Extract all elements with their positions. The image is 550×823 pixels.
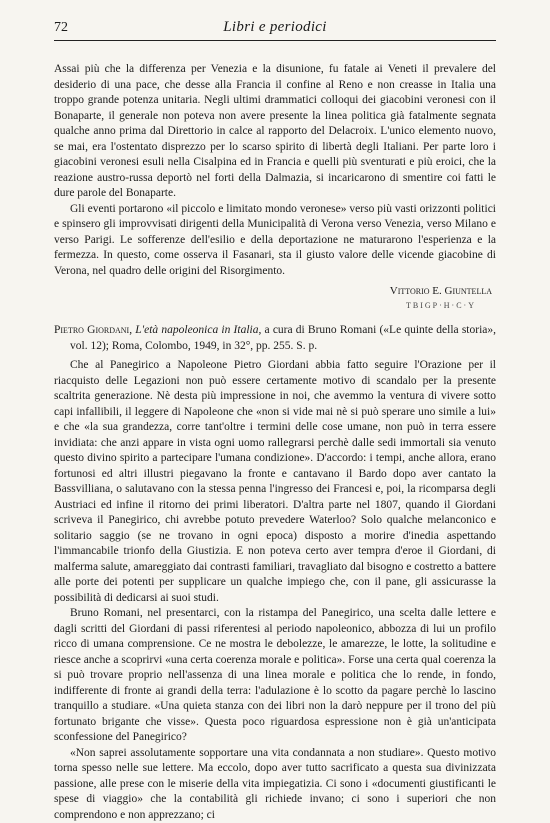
paragraph: Bruno Romani, nel presentarci, con la ristampa del Panegirico, una scelta dalle lettere e dagli scritti del Giordani di passi riferentesi al periodo napoleonico, abbozza di lui un profilo ricco di umana comprensione. Ce ne mostra le debolezze, le amarezze, le lotte, la solitudine e riesce anche a scoprirvi «una certa coerenza morale e politica». Forse una certa qual coerenza la si può trovare proprio nell'assenza di una linea morale e politica che lo rende, in fondo, indifferente di fronte ai grandi della terra: l'adulazione è lo scotto da pagare perchè lo lascino tranquillo a studiare. «Una quieta stanza con dei libri non la darò neppure per il trono del più fortunato brigante che visse». Questa poco riguardosa espressione non è già un'anticipata sconfessione del Panegirico?	[54, 606, 496, 746]
paragraph: Gli eventi portarono «il piccolo e limitato mondo veronese» verso più vasti orizzonti politici e spinsero gli improvvisati dirigenti della Municipalità di Verona verso Venezia, verso Milano e verso Parigi. Le sofferenze dell'esilio e della deportazione ne maturarono l'esperienza e la fermezza. In questo, come osserva il Fasanari, sta il giusto valore delle vicende giacobine di Verona, nel quadro delle origini del Risorgimento.	[54, 202, 496, 280]
author-signature: Vittorio E. Giuntella	[54, 284, 492, 300]
biblio-author: Pietro Giordani	[54, 324, 129, 336]
biblio-details: , a cura di Bruno Romani («Le quinte della storia», vol. 12); Roma, Colombo, 1949, in 32°, pp. 255. S. p.	[70, 324, 496, 352]
bibliographic-entry: Pietro Giordani, L'età napoleonica in Italia, a cura di Bruno Romani («Le quinte della storia», vol. 12); Roma, Colombo, 1949, in 32°, pp. 255. S. p.	[54, 323, 496, 354]
paragraph: «Non saprei assolutamente sopportare una vita condannata a non studiare». Questo motivo torna spesso nelle sue lettere. Ma eccolo, dopo aver tutto sacrificato a questa sua divinizzata passione, alle prese con le miserie della vita impiegatizia. Ci sono i «documenti giustificanti le spese di viaggio» che la contabilità gli richiede invano; ci sono i superiori che non comprendono e non apprezzano; ci	[54, 746, 496, 823]
journal-title: Libri e periodici	[54, 19, 496, 36]
paragraph: Assai più che la differenza per Venezia e la disunione, fu fatale ai Veneti il prevalere del desiderio di una pace, che desse alla Francia il confine al Reno e non creasse in Italia una troppo grande potenza unitaria. Negli ultimi drammatici colloqui dei giacobini veronesi con il Bonaparte, il generale non poteva non avere presente la linea politica già fatalmente segnata qualche anno prima dal Direttorio in calce al rapporto del Delacroix. L'unico elemento nuovo, se mai, era l'ostentato disprezzo per lo scarso spirito di libertà degli Italiani. Per parte loro i giacobini veronesi esuli nella Cisalpina ed in Francia e quelli più sventurati e più eroici, che la reazione austro-russa deportò nel forti della Dalmazia, si incaricarono di smentire coi fatti le dure parole del Bonaparte.	[54, 62, 496, 202]
signature-mark: TBIGP·H·C·Y	[54, 298, 476, 314]
paragraph: Che al Panegirico a Napoleone Pietro Giordani abbia fatto seguire l'Orazione per il riacquisto delle Legazioni non può essere certamente motivo di scandalo per la presente scaltrita generazione. Nè desta più impressione in noi, che avemmo la ventura di vivere sotto capi infallibili, il leggere di Napoleone che «non si vide mai nè si può sperare uno simile a lui» e che «la sua grandezza, corre tant'oltre i termini delle cose umane, non può in terra essere invidiata: che anzi appare in vista ogni uomo rallegrarsi perchè dalle sedi immortali sia venuto questo divino spirito a partecipare l'umana condizione». D'accordo: i tempi, anche allora, erano fortunosi ed altri illustri piegavano la fronte e cantavano il Bardo dopo aver cantato la Bassvilliana, o salutavano con la stessa penna l'ingresso dei Francesi e, poi, la ricomparsa degli Austriaci ed infine il ritorno dei primi liberatori. D'altra parte nel 1807, quando il Giordani scriveva il Panegirico, chi avrebbe potuto prevedere Waterloo? Solo qualche melanconico e solitario saggio (se ne trovano in ogni epoca) disposto a morire d'inedia aspettando l'immancabile trionfo della Giustizia. E non poteva certo aver tempra d'eroe il Giordani, di malferma salute, amareggiato dai contrasti familiari, travagliato dal bisogno e costretto a battere alle porte dei potenti per supplicare un qualche impiego che, con il pane, gli assicurasse la possibilità di dedicarsi ai suoi studi.	[54, 358, 496, 606]
running-head	[54, 18, 496, 41]
page-number: 72	[54, 20, 68, 36]
article-body	[54, 62, 496, 823]
biblio-title: L'età napoleonica in Italia	[135, 324, 258, 336]
